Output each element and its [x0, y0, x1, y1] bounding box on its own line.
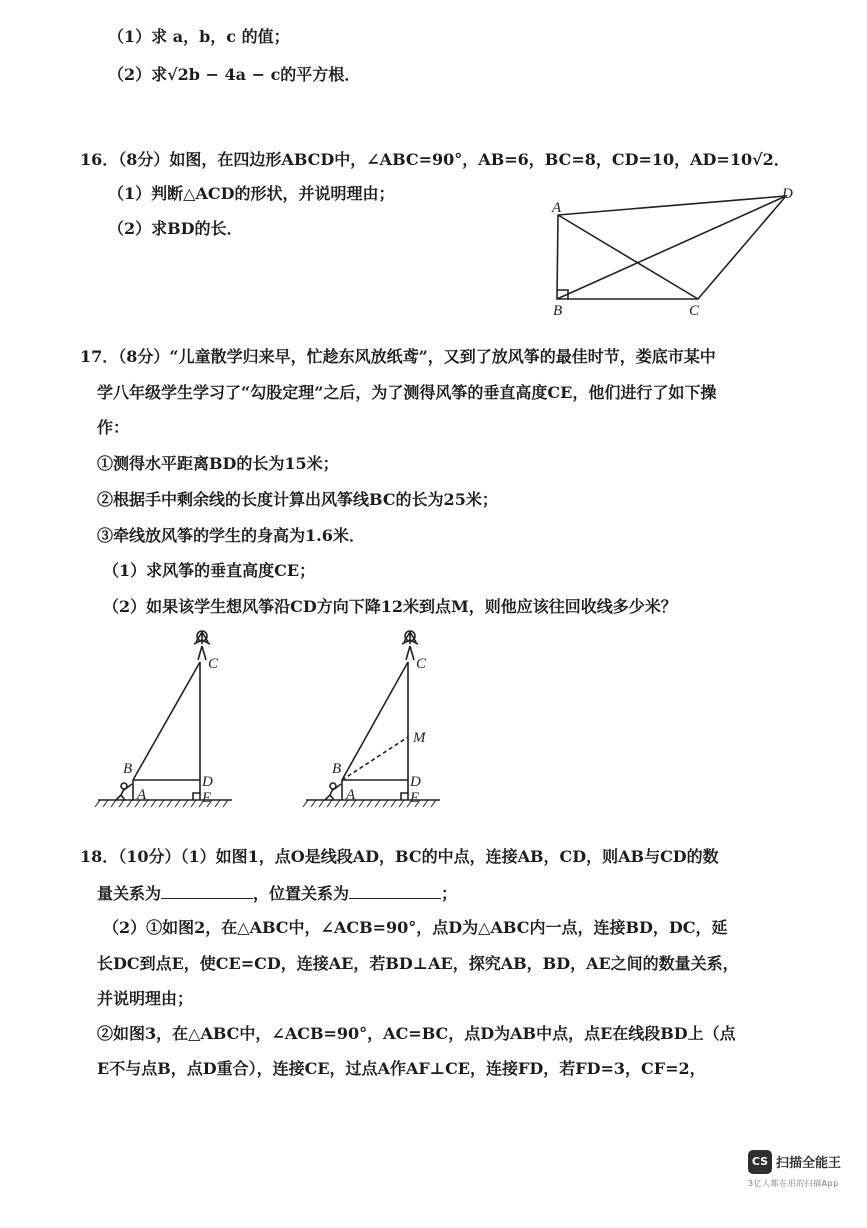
q17-line1: 17．（8分）“儿童散学归来早，忙趁东风放纸鸢”，又到了放风筝的最佳时节，娄底市某中 — [80, 347, 716, 366]
q17-left-label-d: D — [202, 774, 213, 790]
scanner-app-name: 扫描全能王 — [776, 1156, 842, 1171]
q17-right-label-e: E — [410, 790, 420, 806]
q18-line2-a: 量关系为 — [97, 884, 162, 903]
q18-blank-quantity — [161, 882, 253, 899]
camscanner-logo-icon: CS — [748, 1150, 772, 1174]
q18-line2-b: ，位置关系为 — [253, 884, 350, 903]
q17-right-label-a: A — [346, 787, 356, 803]
q18-line6: ②如图3，在△ABC中，∠ACB=90°，AC=BC，点D为AB中点，点E在线段BD上（点 — [97, 1024, 736, 1043]
q17-right-label-b: B — [332, 761, 342, 777]
q17-right-label-c: C — [416, 656, 427, 672]
scanner-watermark — [748, 1150, 858, 1220]
q17-right-label-m: M — [413, 730, 426, 746]
q18-line2-c: ； — [441, 884, 458, 903]
q15-part2: （2）求√2b − 4a − c的平方根． — [108, 65, 361, 84]
q16-part1: （1）判断△ACD的形状，并说明理由； — [108, 184, 395, 203]
q18-line3: （2）①如图2，在△ABC中，∠ACB=90°，点D为△ABC内一点，连接BD，DC，延 — [103, 918, 728, 937]
q17-part1: （1）求风筝的垂直高度CE； — [103, 561, 316, 580]
q17-right-label-d: D — [410, 774, 421, 790]
q18-line5: 并说明理由； — [97, 989, 194, 1008]
q17-line2: 学八年级学生学习了“勾股定理”之后，为了测得风筝的垂直高度CE，他们进行了如下操 — [97, 383, 717, 402]
q15-part1: （1）求 a，b，c 的值； — [108, 27, 290, 46]
q17-step3: ③牵线放风筝的学生的身高为1.6米． — [97, 526, 365, 545]
q18-line7: E不与点B，点D重合），连接CE，过点A作AF⊥CE，连接FD，若FD=3，CF=2， — [97, 1059, 706, 1078]
q17-line3: 作： — [97, 418, 130, 437]
q18-line1: 18．（10分）（1）如图1，点O是线段AD，BC的中点，连接AB，CD，则AB与CD的数 — [80, 847, 719, 866]
q18-blank-position — [349, 882, 441, 899]
q18-line4: 长DC到点E，使CE=CD，连接AE，若BD⊥AE，探究AB，BD，AE之间的数量关系， — [97, 954, 739, 973]
q16-stem: 16．（8分）如图，在四边形ABCD中，∠ABC=90°，AB=6，BC=8，CD=10，AD=10√2． — [80, 150, 790, 169]
q17-step1: ①测得水平距离BD的长为15米； — [97, 454, 339, 473]
q17-left-label-a: A — [137, 787, 147, 803]
q17-left-label-b: B — [123, 761, 133, 777]
q17-part2: （2）如果该学生想风筝沿CD方向下降12米到点M，则他应该往回收线多少米？ — [103, 597, 677, 616]
q16-part2: （2）求BD的长． — [108, 219, 243, 238]
q18-line2 — [97, 882, 457, 904]
q17-left-label-e: E — [202, 790, 212, 806]
q17-left-label-c: C — [208, 656, 219, 672]
q16-label-d: D — [782, 186, 793, 202]
q16-label-b: B — [553, 303, 563, 319]
q17-step2: ②根据手中剩余线的长度计算出风筝线BC的长为25米； — [97, 490, 498, 509]
q16-label-a: A — [552, 200, 562, 216]
q16-label-c: C — [689, 303, 700, 319]
scanner-tagline: 3亿人都在用的扫描App — [748, 1179, 839, 1188]
